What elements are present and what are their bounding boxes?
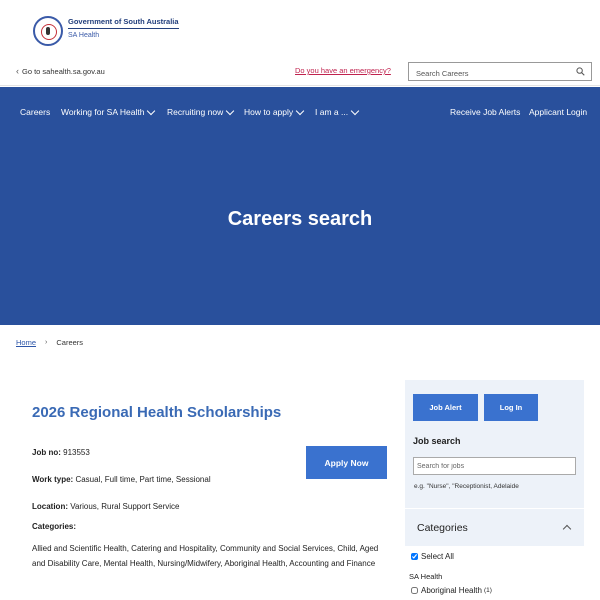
category-option-aboriginal-health[interactable] (411, 586, 492, 595)
job-search-heading: Job search (413, 436, 461, 446)
sa-crest-icon (33, 16, 63, 46)
chevron-left-icon: ‹ (16, 66, 19, 76)
breadcrumb (16, 338, 83, 347)
breadcrumb-home-link[interactable]: Home (16, 338, 37, 347)
location-value: Various, Rural Support Service (70, 502, 180, 511)
careers-search-box (408, 62, 592, 81)
nav-item-how-to-apply[interactable] (244, 107, 303, 117)
job-sidebar (405, 380, 584, 508)
work-type-value: Casual, Full time, Part time, Sessional (75, 475, 211, 484)
categories-value: Allied and Scientific Health, Catering and Hospitality, Community and Social Services, Child, Aged and Disability Care, Mental Health, Nursing/Midwifery, Aboriginal Health, Accounting and Finance (32, 544, 379, 568)
apply-now-button[interactable]: Apply Now (306, 446, 387, 479)
sa-government-logo[interactable] (33, 16, 179, 46)
chevron-down-icon (226, 106, 234, 114)
nav-item-label: Applicant Login (529, 107, 588, 117)
careers-search-input[interactable] (409, 65, 569, 82)
logo-text (68, 17, 179, 39)
job-number-value: 913553 (63, 448, 90, 457)
nav-item-receive-job-alerts[interactable] (450, 107, 520, 117)
back-to-sahealth-link[interactable] (16, 66, 105, 76)
job-number-label: Job no: (32, 448, 61, 457)
select-all-checkbox-row[interactable] (411, 552, 454, 561)
nav-item-i-am-a[interactable] (315, 107, 358, 117)
category-group-label: SA Health (409, 572, 443, 581)
nav-item-label: I am a ... (315, 107, 349, 117)
government-name: Government of South Australia (68, 17, 179, 29)
nav-item-careers[interactable] (20, 107, 50, 117)
breadcrumb-current: Careers (56, 338, 84, 347)
job-search-hint: e.g. "Nurse", "Receptionist, Adelaide (414, 483, 519, 490)
categories-heading: Categories (417, 522, 468, 534)
nav-item-label: How to apply (244, 107, 294, 117)
location-label: Location: (32, 502, 68, 511)
chevron-down-icon (351, 106, 359, 114)
breadcrumb-separator: › (45, 339, 48, 346)
select-all-checkbox[interactable] (411, 553, 418, 560)
job-alert-button[interactable]: Job Alert (413, 394, 478, 421)
site-header (0, 0, 600, 86)
nav-item-recruiting-now[interactable] (167, 107, 233, 117)
back-link-label: Go to sahealth.sa.gov.au (22, 66, 105, 76)
category-option-count: (1) (483, 587, 492, 594)
work-type-label: Work type: (32, 475, 74, 484)
search-icon[interactable] (576, 67, 585, 76)
categories-field (32, 522, 76, 531)
nav-item-label: Receive Job Alerts (450, 107, 521, 117)
chevron-down-icon (296, 106, 304, 114)
job-number-field (32, 448, 90, 457)
category-checkbox[interactable] (411, 587, 418, 594)
page-title: Careers search (227, 208, 373, 230)
category-option-label: Aboriginal Health (421, 586, 482, 595)
select-all-label: Select All (421, 552, 454, 561)
main-navigation (0, 87, 600, 325)
job-title: 2026 Regional Health Scholarships (32, 404, 282, 421)
nav-item-label: Working for SA Health (61, 107, 145, 117)
location-field (32, 502, 179, 511)
job-search-input[interactable] (413, 457, 576, 475)
nav-item-applicant-login[interactable] (529, 107, 587, 117)
chevron-down-icon (147, 106, 155, 114)
emergency-link[interactable]: Do you have an emergency? (295, 66, 391, 75)
nav-item-label: Careers (20, 107, 51, 117)
department-name: SA Health (68, 32, 100, 39)
nav-item-working-for-sa-health[interactable] (61, 107, 154, 117)
categories-label: Categories: (32, 522, 77, 531)
chevron-up-icon[interactable] (563, 525, 571, 533)
categories-panel[interactable] (405, 508, 584, 546)
nav-item-label: Recruiting now (167, 107, 224, 117)
work-type-field (32, 475, 211, 484)
log-in-button[interactable]: Log In (484, 394, 538, 421)
